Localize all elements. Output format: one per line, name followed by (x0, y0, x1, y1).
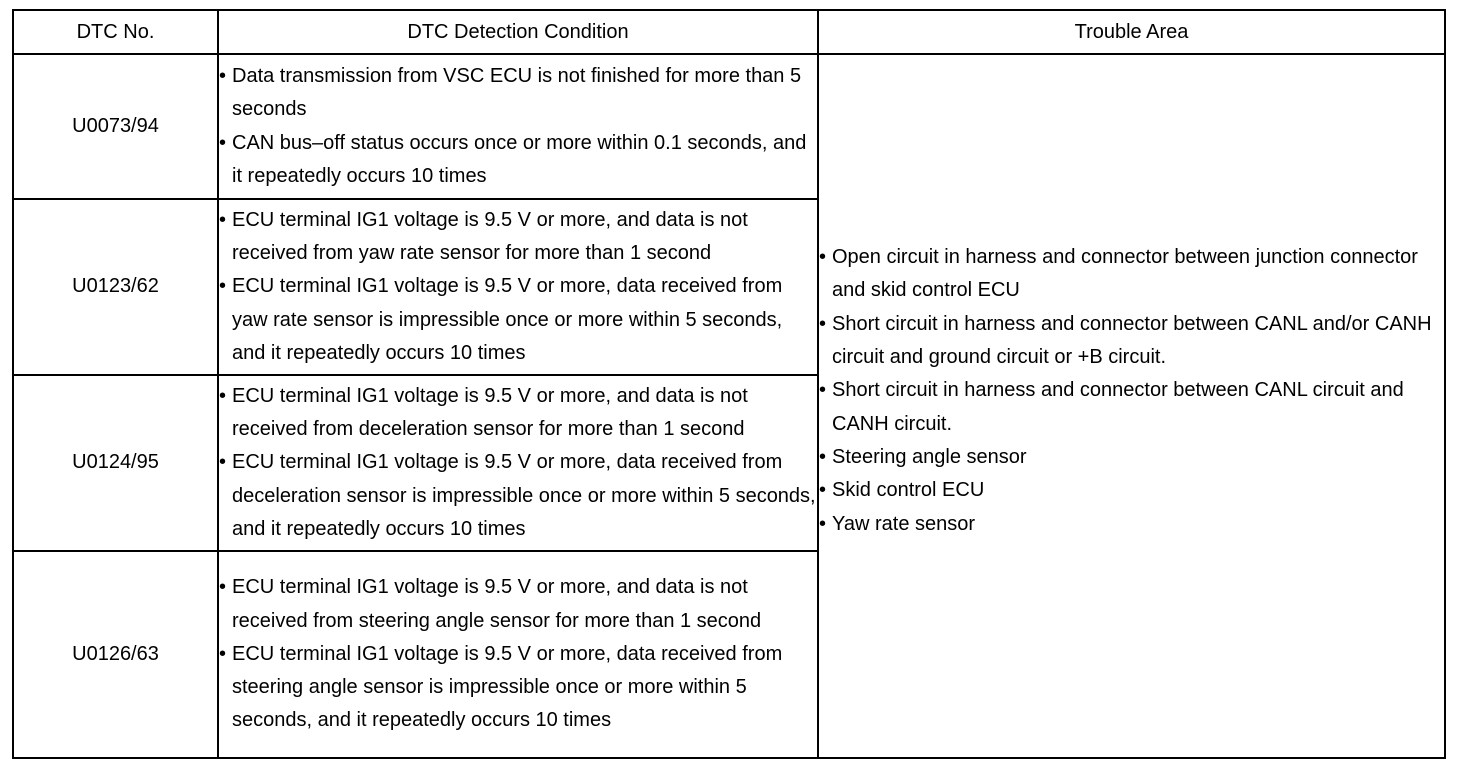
header-dtc-no: DTC No. (13, 10, 218, 54)
trouble-area-item: • Skid control ECU (819, 474, 1444, 507)
condition-item: • ECU terminal IG1 voltage is 9.5 V or more, data received from steering angle sensor is impressible once or more within 5 seconds, and it repeatedly occurs 10 times (219, 638, 817, 738)
condition-item: • ECU terminal IG1 voltage is 9.5 V or more, and data is not received from deceleration sensor for more than 1 second (219, 380, 817, 447)
condition-list (219, 60, 817, 193)
dtc-table (12, 9, 1446, 759)
condition-list (219, 571, 817, 737)
condition-item: • ECU terminal IG1 voltage is 9.5 V or more, data received from deceleration sensor is impressible once or more within 5 seconds, and it repeatedly occurs 10 times (219, 446, 817, 546)
dtc-code: U0126/63 (13, 551, 218, 758)
trouble-area-item: • Short circuit in harness and connector between CANL and/or CANH circuit and ground circuit or +B circuit. (819, 308, 1444, 375)
condition-item: • ECU terminal IG1 voltage is 9.5 V or more, data received from yaw rate sensor is impressible once or more within 5 seconds, and it repeatedly occurs 10 times (219, 270, 817, 370)
trouble-area-item: • Open circuit in harness and connector between junction connector and skid control ECU (819, 241, 1444, 308)
detection-condition-cell (218, 375, 818, 551)
dtc-code: U0073/94 (13, 54, 218, 199)
trouble-area-list (819, 241, 1444, 541)
condition-item: • ECU terminal IG1 voltage is 9.5 V or more, and data is not received from yaw rate sensor for more than 1 second (219, 204, 817, 271)
condition-list (219, 204, 817, 370)
trouble-area-cell (818, 54, 1445, 758)
table-row (13, 54, 1445, 199)
header-detection-condition: DTC Detection Condition (218, 10, 818, 54)
detection-condition-cell (218, 199, 818, 375)
condition-item: • CAN bus–off status occurs once or more within 0.1 seconds, and it repeatedly occurs 10 times (219, 127, 817, 194)
dtc-code: U0124/95 (13, 375, 218, 551)
header-row (13, 10, 1445, 54)
condition-list (219, 380, 817, 546)
header-trouble-area: Trouble Area (818, 10, 1445, 54)
trouble-area-item: • Steering angle sensor (819, 441, 1444, 474)
trouble-area-item: • Short circuit in harness and connector between CANL circuit and CANH circuit. (819, 374, 1444, 441)
dtc-code: U0123/62 (13, 199, 218, 375)
condition-item: • Data transmission from VSC ECU is not finished for more than 5 seconds (219, 60, 817, 127)
detection-condition-cell (218, 551, 818, 758)
condition-item: • ECU terminal IG1 voltage is 9.5 V or more, and data is not received from steering angle sensor for more than 1 second (219, 571, 817, 638)
trouble-area-item: • Yaw rate sensor (819, 508, 1444, 541)
detection-condition-cell (218, 54, 818, 199)
